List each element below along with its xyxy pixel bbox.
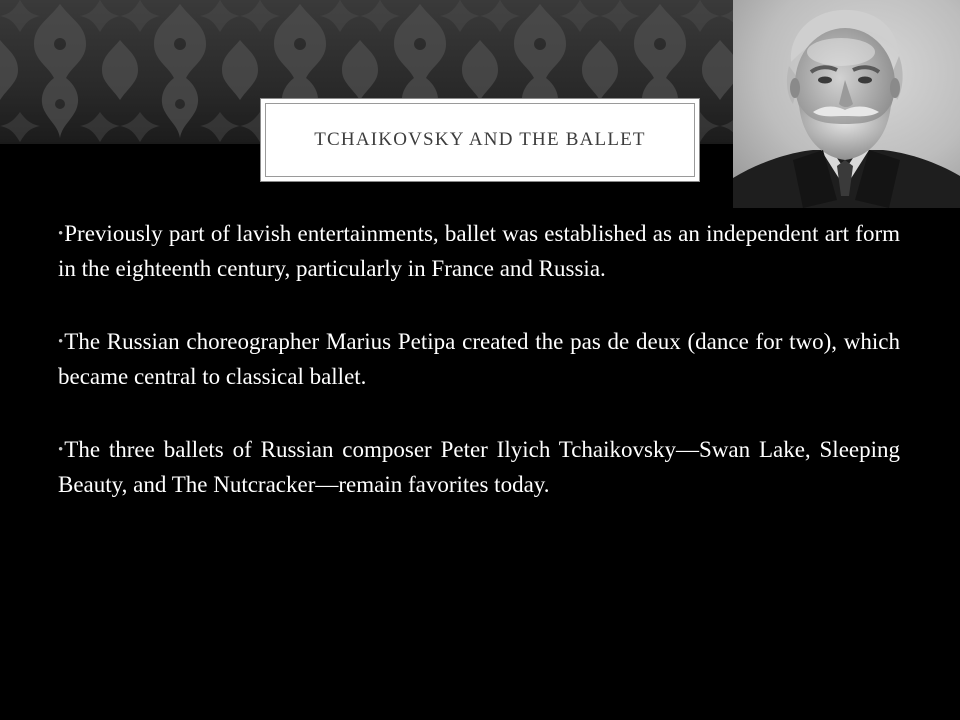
title-box-inner-border [265,103,695,177]
bullet-item [58,326,900,393]
bullet-item [58,434,900,501]
bullet-dot: • [58,334,64,350]
bullet-text: The Russian choreographer Marius Petipa created the pas de deux (dance for two), which became central to classical ballet. [58,329,900,389]
tchaikovsky-portrait-image [733,0,960,208]
slide-title: TCHAIKOVSKY AND THE BALLET [314,129,646,150]
bullet-dot: • [58,226,64,242]
bullet-text: The three ballets of Russian composer Peter Ilyich Tchaikovsky—Swan Lake, Sleeping Beauty, and The Nutcracker—remain favorites today. [58,437,900,497]
bullet-item [58,218,900,285]
title-box [260,98,700,182]
bullet-list [58,218,900,542]
bullet-dot: • [58,442,64,458]
bullet-text: Previously part of lavish entertainments, ballet was established as an independent art form in the eighteenth century, particularly in France and Russia. [58,221,900,281]
portrait-illustration [733,0,960,208]
